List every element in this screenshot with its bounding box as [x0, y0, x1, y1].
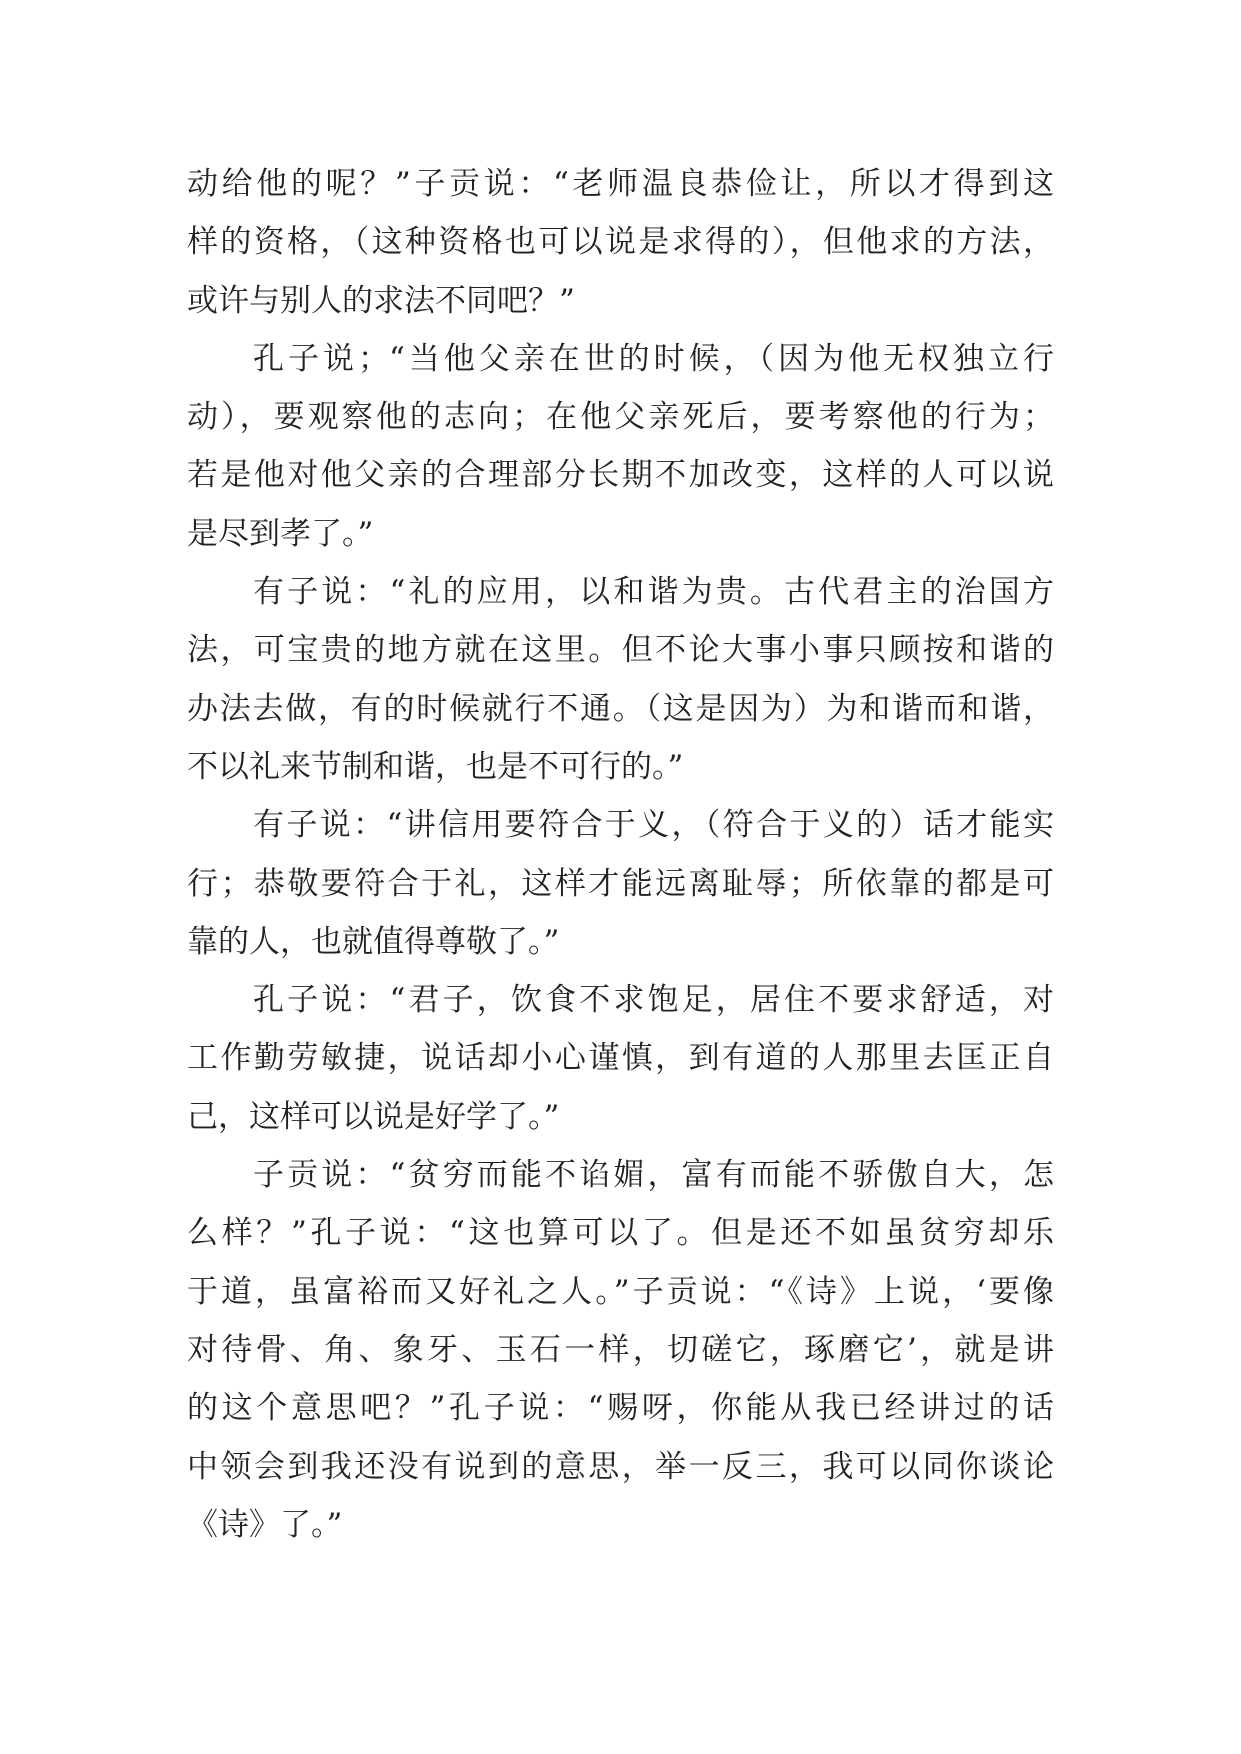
text-line: 不以礼来节制和谐，也是不可行的。” [187, 748, 684, 785]
text-line: 动给他的呢？”子贡说：“老师温良恭俭让，所以才得到这 [187, 166, 1054, 202]
text-line: 己，这样可以说是好学了。” [187, 1098, 560, 1135]
paragraph [187, 330, 1054, 563]
text-line: 中领会到我还没有说到的意思，举一反三，我可以同你谈论 [187, 1448, 1054, 1485]
text-line: 靠的人，也就值得尊敬了。” [187, 923, 560, 960]
paragraph [187, 971, 1054, 1146]
text-line: 于道，虽富裕而又好礼之人。”子贡说：“《诗》上说，‘要像 [187, 1273, 1054, 1310]
text-line: 或许与别人的求法不同吧？” [187, 282, 575, 319]
text-line: 有子说：“讲信用要符合于义，（符合于义的）话才能实 [253, 807, 1054, 844]
text-line: 办法去做，有的时候就行不通。（这是因为）为和谐而和谐， [187, 690, 1054, 727]
text-line: 有子说：“礼的应用，以和谐为贵。古代君主的治国方 [253, 574, 1054, 611]
text-line: 法，可宝贵的地方就在这里。但不论大事小事只顾按和谐的 [187, 632, 1054, 669]
paragraph [187, 563, 1054, 796]
text-line: 样的资格，（这种资格也可以说是求得的），但他求的方法， [187, 224, 1054, 261]
text-line: 《诗》了。” [187, 1506, 343, 1543]
document-body [187, 155, 1054, 1554]
text-line: 对待骨、角、象牙、玉石一样，切磋它，琢磨它’，就是讲 [187, 1331, 1054, 1368]
text-line: 孔子说；“当他父亲在世的时候，（因为他无权独立行 [253, 340, 1054, 377]
text-line: 工作勤劳敏捷，说话却小心谨慎，到有道的人那里去匡正自 [187, 1040, 1054, 1077]
text-line: 孔子说：“君子，饮食不求饱足，居住不要求舒适，对 [253, 982, 1054, 1019]
text-line: 行；恭敬要符合于礼，这样才能远离耻辱；所依靠的都是可 [187, 865, 1054, 902]
text-line: 的这个意思吧？”孔子说：“赐呀，你能从我已经讲过的话 [187, 1390, 1054, 1427]
text-line: 子贡说：“贫穷而能不谄媚，富有而能不骄傲自大，怎 [253, 1157, 1054, 1194]
paragraph [187, 796, 1054, 971]
paragraph [187, 1146, 1054, 1554]
text-line: 若是他对他父亲的合理部分长期不加改变，这样的人可以说 [187, 457, 1054, 494]
text-line: 是尽到孝了。” [187, 515, 374, 552]
text-line: 么样？”孔子说：“这也算可以了。但是还不如虽贫穷却乐 [187, 1215, 1054, 1252]
paragraph [187, 155, 1054, 330]
text-line: 动），要观察他的志向；在他父亲死后，要考察他的行为； [187, 399, 1054, 436]
